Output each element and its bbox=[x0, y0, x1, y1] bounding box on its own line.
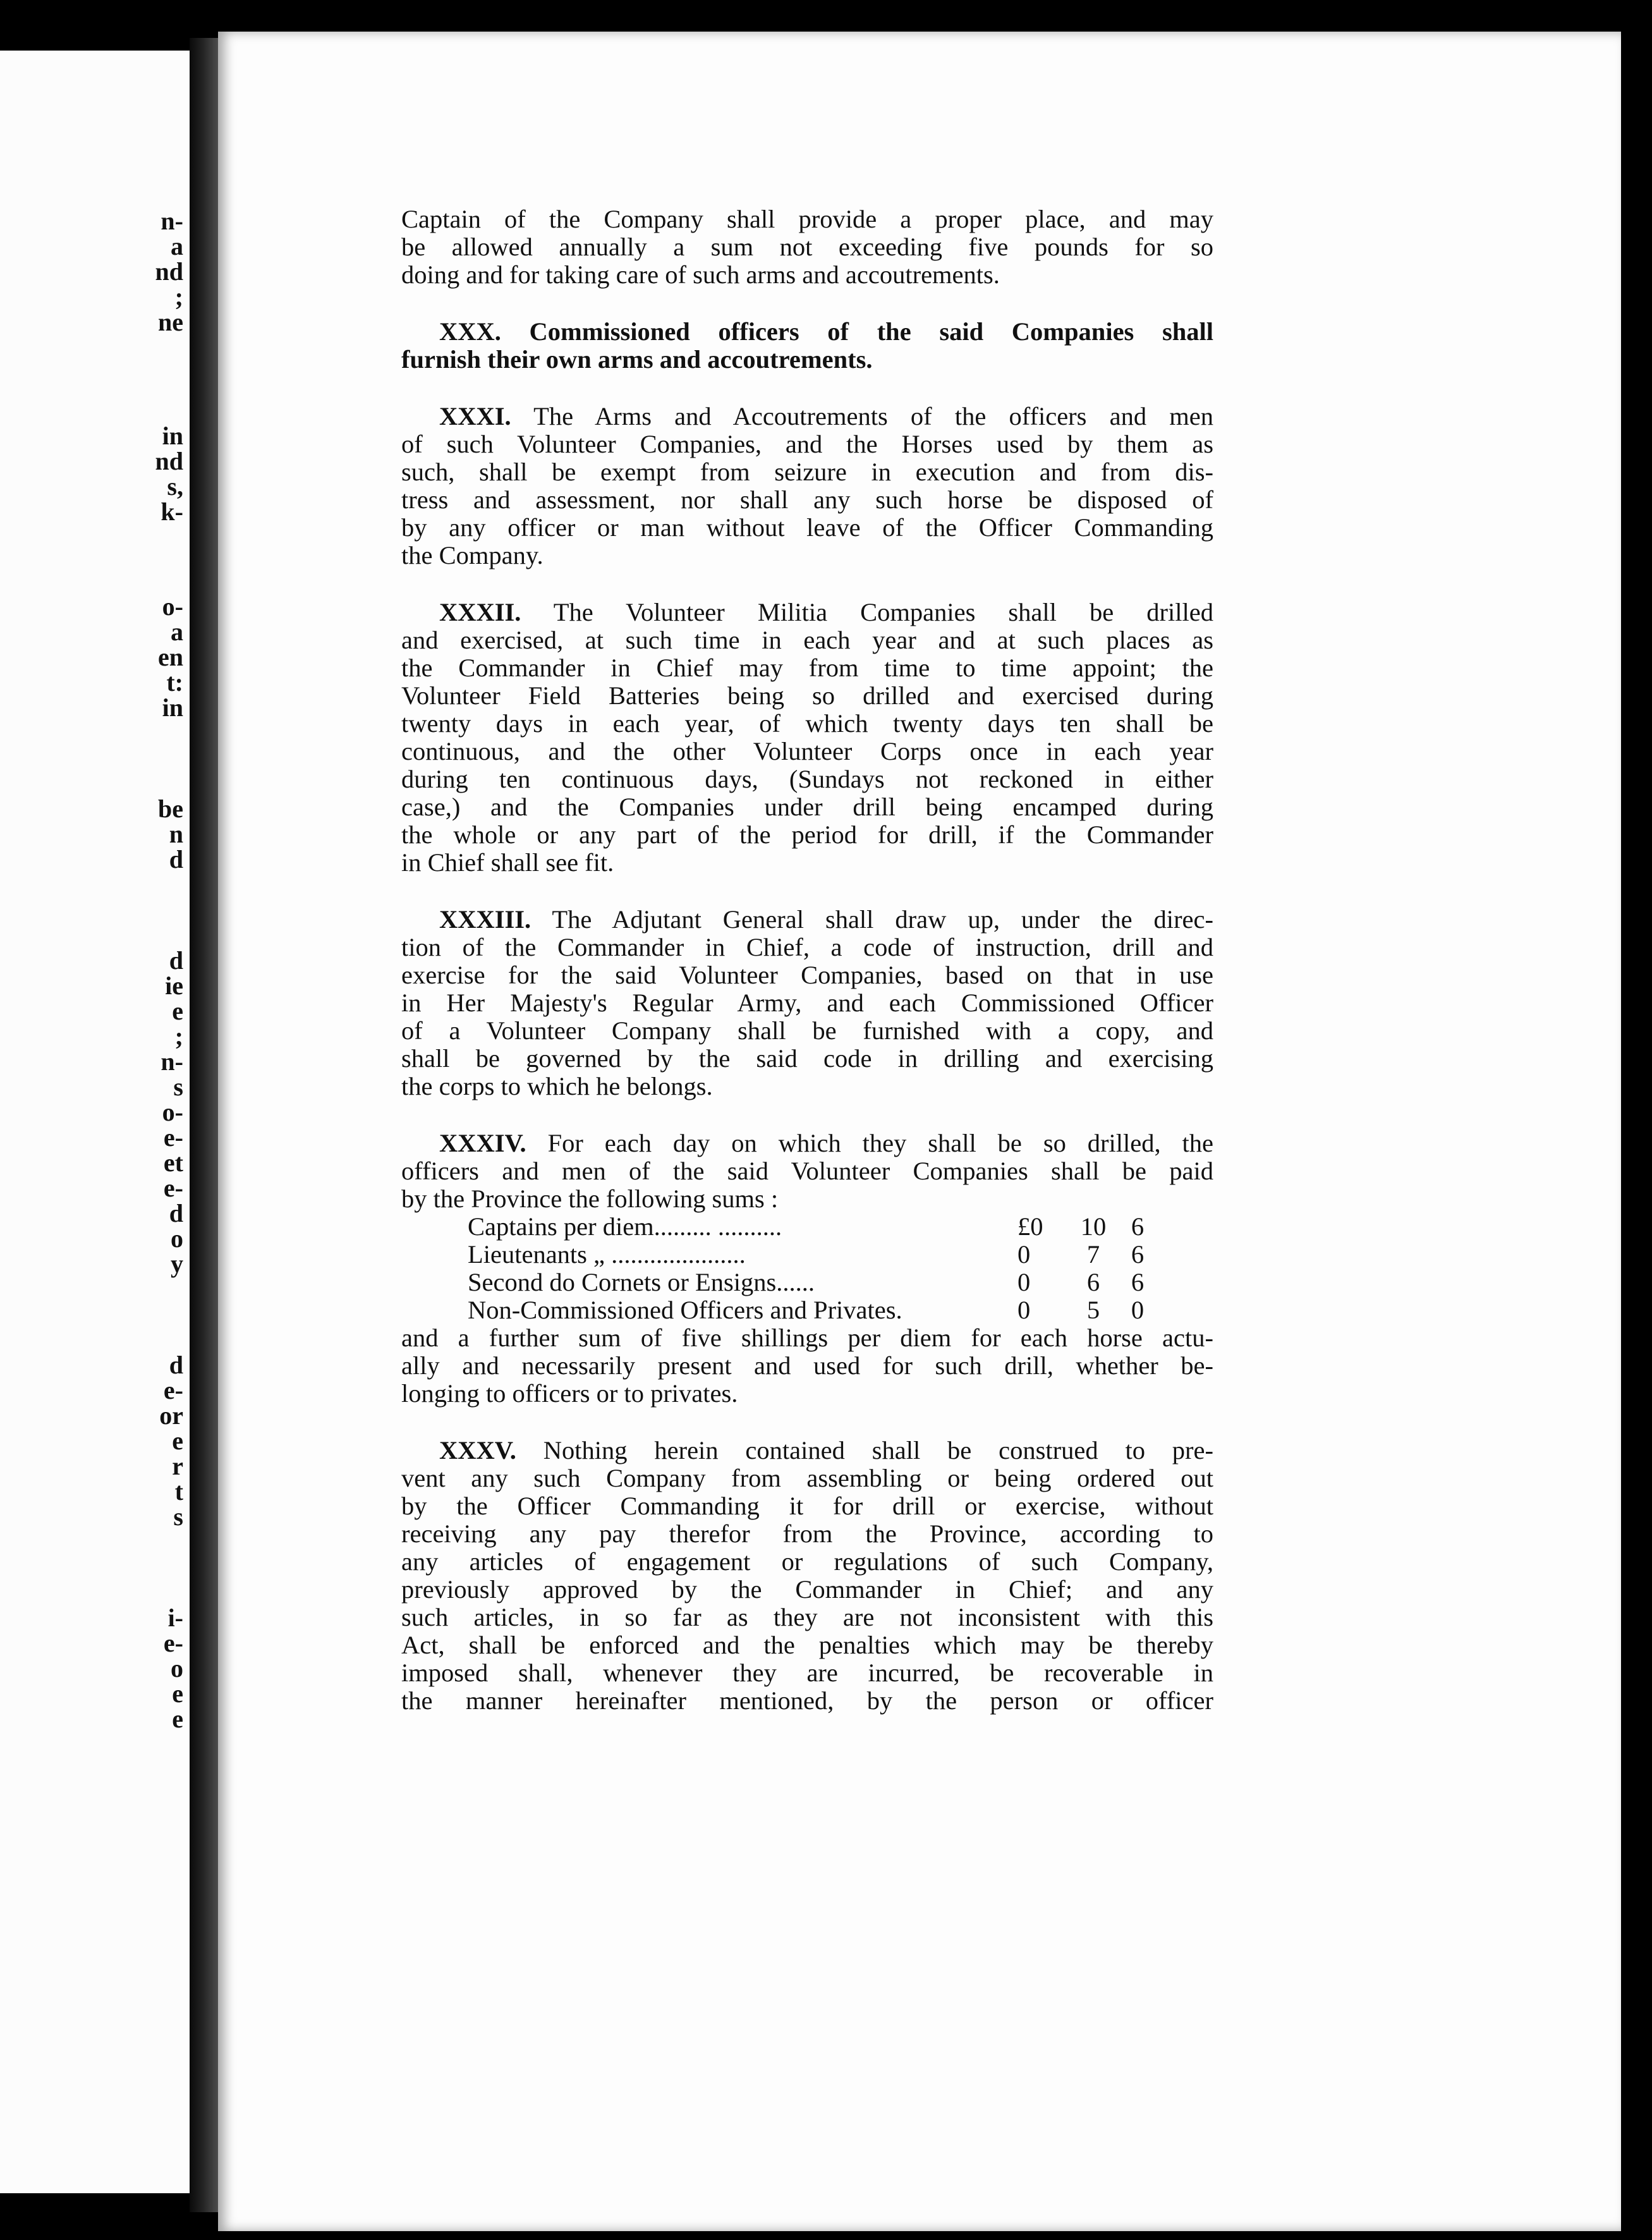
pounds-cell: 0 bbox=[1017, 1268, 1031, 1296]
left-fragment: o- bbox=[162, 1098, 183, 1126]
left-fragment: ; bbox=[174, 1022, 183, 1050]
left-fragment: ne bbox=[158, 308, 183, 336]
section-xxxi bbox=[401, 403, 1213, 569]
text-line: such articles, in so far as they are not inconsistent with this bbox=[401, 1603, 1213, 1631]
rank-cell: Non-Commissioned Officers and Privates. bbox=[468, 1296, 902, 1324]
text-line: Volunteer Field Batteries being so drilled and exercised during bbox=[401, 681, 1213, 710]
left-fragment: e bbox=[172, 1705, 183, 1733]
left-fragment: e- bbox=[163, 1174, 183, 1202]
pay-rate-table bbox=[468, 1213, 1160, 1324]
rank-cell: Lieutenants „ ..................... bbox=[468, 1240, 746, 1269]
text-column bbox=[401, 205, 1213, 1744]
left-fragment: in bbox=[162, 422, 183, 450]
text-line: the corps to which he belongs. bbox=[401, 1072, 713, 1100]
text-line: and exercised, at such time in each year and at such places as bbox=[401, 626, 1213, 654]
text-line: XXXI. The Arms and Accoutrements of the officers and men bbox=[439, 402, 1213, 430]
rank-cell: Second do Cornets or Ensigns...... bbox=[468, 1268, 815, 1296]
left-fragment: d bbox=[169, 1199, 183, 1227]
left-fragment: o bbox=[171, 1654, 183, 1683]
text-line: in Her Majesty's Regular Army, and each Commissioned Officer bbox=[401, 989, 1213, 1017]
text-line: tion of the Commander in Chief, a code of instruction, drill and bbox=[401, 933, 1213, 961]
text-line: in Chief shall see fit. bbox=[401, 848, 614, 877]
text-line: the whole or any part of the period for drill, if the Commander bbox=[401, 820, 1213, 849]
left-fragment: y bbox=[171, 1250, 183, 1278]
pounds-cell: 0 bbox=[1017, 1240, 1031, 1269]
left-fragment: nd bbox=[155, 447, 183, 475]
section-number: XXXII. bbox=[439, 598, 521, 626]
text-line: twenty days in each year, of which twenty days ten shall be bbox=[401, 709, 1213, 738]
left-fragment: o bbox=[171, 1224, 183, 1253]
text-line: be allowed annually a sum not exceeding five pounds for so bbox=[401, 233, 1213, 261]
table-row bbox=[468, 1269, 1160, 1296]
document-page bbox=[218, 32, 1621, 2231]
text-line: XXX. Commissioned officers of the said Companies shall bbox=[439, 317, 1214, 346]
text-line: the manner hereinafter mentioned, by the person or officer bbox=[401, 1686, 1213, 1715]
left-fragment: s bbox=[173, 1073, 183, 1101]
text-line: of a Volunteer Company shall be furnished with a copy, and bbox=[401, 1016, 1213, 1045]
left-fragment: ; bbox=[174, 283, 183, 311]
left-fragment: et bbox=[163, 1148, 183, 1177]
left-fragment: d bbox=[169, 845, 183, 873]
section-number: XXXI. bbox=[439, 402, 511, 430]
shillings-cell: 7 bbox=[1086, 1240, 1100, 1269]
pence-cell: 6 bbox=[1131, 1212, 1145, 1241]
table-row bbox=[468, 1296, 1160, 1324]
left-fragment: n bbox=[169, 820, 183, 848]
left-fragment: or bbox=[159, 1401, 183, 1430]
shillings-cell: 5 bbox=[1086, 1296, 1100, 1324]
left-fragment: d bbox=[169, 946, 183, 975]
left-fragment: i- bbox=[167, 1604, 183, 1632]
text-line: and a further sum of five shillings per diem for each horse actu- bbox=[401, 1324, 1213, 1352]
left-fragment: s bbox=[173, 1502, 183, 1531]
section-xxxv bbox=[401, 1437, 1213, 1715]
pence-cell: 6 bbox=[1131, 1240, 1145, 1269]
text-line: Act, shall be enforced and the penalties which may be thereby bbox=[401, 1631, 1213, 1659]
book-gutter bbox=[190, 38, 221, 2212]
left-fragment: e- bbox=[163, 1629, 183, 1657]
left-fragment: o- bbox=[162, 592, 183, 621]
section-xxxii bbox=[401, 599, 1213, 877]
table-row bbox=[468, 1213, 1160, 1241]
left-fragment: a bbox=[171, 232, 183, 260]
text-line: XXXIII. The Adjutant General shall draw up, under the direc- bbox=[439, 905, 1213, 934]
section-xxxiv bbox=[401, 1129, 1213, 1408]
shillings-cell: 6 bbox=[1086, 1268, 1100, 1296]
text-line: furnish their own arms and accoutrements. bbox=[401, 345, 873, 374]
left-facing-page bbox=[0, 51, 190, 2193]
shillings-cell: 10 bbox=[1080, 1212, 1107, 1241]
text-line: by the Officer Commanding it for drill or exercise, without bbox=[401, 1492, 1213, 1520]
text-line: during ten continuous days, (Sundays not reckoned in either bbox=[401, 765, 1213, 793]
section-xxxiii bbox=[401, 906, 1213, 1100]
left-fragment: e bbox=[172, 997, 183, 1025]
text-line: ally and necessarily present and used for such drill, whether be- bbox=[401, 1351, 1213, 1380]
text-line: XXXV. Nothing herein contained shall be construed to pre- bbox=[439, 1436, 1213, 1464]
text-line: such, shall be exempt from seizure in execution and from dis- bbox=[401, 458, 1213, 486]
text-line: any articles of engagement or regulations of such Company, bbox=[401, 1547, 1213, 1576]
pence-cell: 6 bbox=[1131, 1268, 1145, 1296]
text-line: doing and for taking care of such arms and accoutrements. bbox=[401, 260, 1000, 289]
text-line: of such Volunteer Companies, and the Horses used by them as bbox=[401, 430, 1213, 458]
left-fragment: k- bbox=[161, 497, 183, 526]
text-line: the Company. bbox=[401, 541, 544, 569]
left-fragment: be bbox=[158, 794, 183, 823]
section-xxx bbox=[401, 318, 1213, 374]
text-line: XXXII. The Volunteer Militia Companies shall be drilled bbox=[439, 598, 1213, 626]
table-row bbox=[468, 1241, 1160, 1269]
text-line: Captain of the Company shall provide a proper place, and may bbox=[401, 205, 1213, 233]
left-fragment: s, bbox=[167, 472, 183, 501]
left-fragment: n- bbox=[161, 207, 183, 235]
left-fragment: in bbox=[162, 693, 183, 722]
left-fragment: t: bbox=[166, 668, 183, 697]
left-fragment: a bbox=[171, 618, 183, 646]
left-fragment: e- bbox=[163, 1376, 183, 1404]
text-line: tress and assessment, nor shall any such horse be disposed of bbox=[401, 485, 1213, 514]
text-line: by the Province the following sums : bbox=[401, 1184, 779, 1213]
left-fragment: e- bbox=[163, 1123, 183, 1152]
section-number: XXXV. bbox=[439, 1436, 516, 1464]
text-line: vent any such Company from assembling or being ordered out bbox=[401, 1464, 1213, 1492]
section-number: XXX. bbox=[439, 317, 501, 346]
left-fragment: r bbox=[172, 1452, 183, 1480]
left-fragment: d bbox=[169, 1351, 183, 1379]
left-fragment: ie bbox=[165, 971, 183, 1000]
section-number: XXXIV. bbox=[439, 1129, 526, 1157]
left-fragment: e bbox=[172, 1427, 183, 1455]
text-line: continuous, and the other Volunteer Corps once in each year bbox=[401, 737, 1213, 765]
section-number: XXXIII. bbox=[439, 905, 531, 934]
text-line: previously approved by the Commander in Chief; and any bbox=[401, 1575, 1213, 1604]
text-line: case,) and the Companies under drill being encamped during bbox=[401, 793, 1213, 821]
text-line: longing to officers or to privates. bbox=[401, 1379, 738, 1408]
text-line: receiving any pay therefor from the Province, according to bbox=[401, 1519, 1213, 1548]
pounds-cell: 0 bbox=[1017, 1296, 1031, 1324]
pence-cell: 0 bbox=[1131, 1296, 1145, 1324]
left-fragment: e bbox=[172, 1679, 183, 1708]
rank-cell: Captains per diem......... .......... bbox=[468, 1212, 782, 1241]
left-fragment: en bbox=[158, 643, 183, 671]
text-line: shall be governed by the said code in drilling and exercising bbox=[401, 1044, 1213, 1073]
paragraph-xxix-continuation bbox=[401, 205, 1213, 289]
pounds-cell: £0 bbox=[1017, 1212, 1043, 1241]
left-fragment: t bbox=[174, 1477, 183, 1506]
text-line: the Commander in Chief may from time to time appoint; the bbox=[401, 654, 1213, 682]
text-line: exercise for the said Volunteer Companies, based on that in use bbox=[401, 961, 1213, 989]
text-line: XXXIV. For each day on which they shall be so drilled, the bbox=[439, 1129, 1214, 1157]
text-line: imposed shall, whenever they are incurred, be recoverable in bbox=[401, 1659, 1213, 1687]
left-fragment: nd bbox=[155, 257, 183, 286]
left-fragment: n- bbox=[161, 1047, 183, 1076]
text-line: by any officer or man without leave of the Officer Commanding bbox=[401, 513, 1213, 542]
text-line: officers and men of the said Volunteer Companies shall be paid bbox=[401, 1157, 1213, 1185]
